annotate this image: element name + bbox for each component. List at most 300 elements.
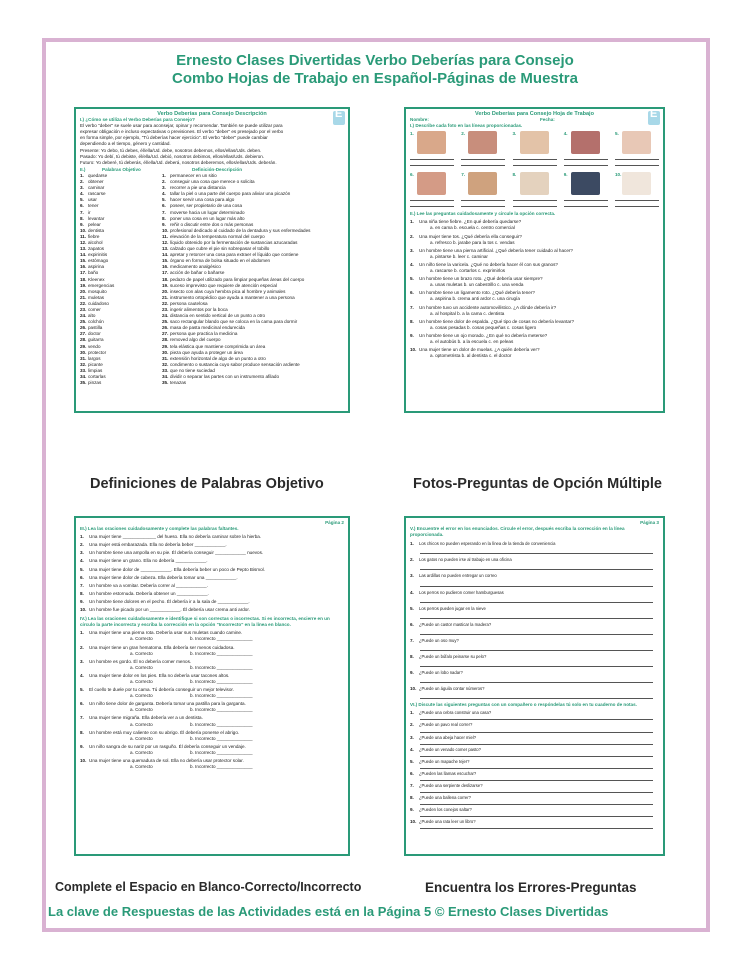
sheet1-col1: Palabras Objetivo xyxy=(102,166,141,172)
answer-line xyxy=(420,628,653,635)
sheet1-paragraph-line: Futuro: Yo deberé, tú deberás, él/ella/Ud. deberá, nosotros deberemos, ellos/ellas/Uds. deberán. xyxy=(80,159,277,165)
answer-line xyxy=(420,753,653,757)
word-number: 22. xyxy=(80,300,87,306)
mc-number: 6. xyxy=(410,290,414,296)
mc-options: a. en cama b. escuela c. centro comercial xyxy=(430,225,515,231)
definition-number: 2. xyxy=(162,179,166,185)
option-correct: a. Correcto xyxy=(130,735,153,741)
photo-row-2 xyxy=(410,172,659,207)
answer-line xyxy=(420,644,653,651)
target-word: aspirina xyxy=(88,264,105,270)
definition: dividir o separar las partes con un instrumento afilado xyxy=(170,374,280,380)
fill-text: Una mujer tiene _____________ del hueso. Ella no debería caminar sobre la hierba. xyxy=(89,534,262,540)
answer-line xyxy=(615,201,659,207)
fill-number: 3. xyxy=(80,550,84,556)
definition: conseguir una cosa que merece o solicita xyxy=(170,179,255,185)
mc-question-text: Un hombre tiene un ojo morado. ¿En qué no debería meterse? xyxy=(419,332,548,338)
discussion-text: ¿Puede una abeja hacer miel? xyxy=(419,734,477,740)
discussion-number: 8. xyxy=(410,794,414,800)
sheet3-q4: IV.) Lea las oraciones cuidadosamente e identifique si son correctas o incorrectas. Si es incorrecta, encierre en un círculo la parte incorrecta y escriba la corrección en la opción "Incorrecto" en la línea en blanco. xyxy=(80,616,330,628)
definition: insecto con alas cuya hembra pica al hombre y animales xyxy=(170,288,286,294)
target-word: comer xyxy=(88,307,101,312)
sheet1-paragraph-line: en forma simple, por ejemplo, "Tú deberías hacer ejercicio". El verbo "deber" puede cambiar xyxy=(80,135,268,141)
photo-top xyxy=(564,131,608,154)
photo-image xyxy=(468,172,497,195)
error-number: 1. xyxy=(410,541,414,547)
target-word: pelear xyxy=(88,221,101,227)
target-word: cuidadoso xyxy=(88,300,109,306)
answer-line xyxy=(420,813,653,817)
definition: pedazo de papel utilizado para limpiar pequeñas áreas del cuerpo xyxy=(170,276,305,282)
tf-text: Un hombre está muy caliente con su abrigo. Él debería ponerse el abrigo. xyxy=(89,729,240,735)
sheet1-paragraph-line: expresar obligación e incluso expectativas o previsiones. El verbo "deber" es presejado por el verbo xyxy=(80,129,284,135)
photo-image xyxy=(417,172,446,195)
tf-number: 7. xyxy=(80,715,84,721)
definition: poseer, ser propietario de una cosa xyxy=(170,203,243,209)
answer-line xyxy=(461,160,505,166)
option-correct: a. Correcto xyxy=(130,707,153,713)
discussion-text: ¿Puede una ballena correr? xyxy=(419,794,471,800)
word-number: 3. xyxy=(80,185,84,191)
discussion-text: ¿Puede un pavo real correr? xyxy=(419,722,473,728)
target-word: ir xyxy=(88,209,91,215)
fill-text: Una mujer está embarazada. Ella no debería beber ____________. xyxy=(89,542,227,548)
mc-question-text: Una niña tiene fiebre. ¿En qué debería quedarse? xyxy=(419,219,522,225)
error-text: ¿Puede un búfalo peinarse su pelo? xyxy=(419,653,487,659)
option-correct: a. Correcto xyxy=(130,749,153,755)
sheet1-paragraph xyxy=(80,123,344,166)
photo-cell xyxy=(513,172,557,207)
target-word: guitarra xyxy=(88,337,104,343)
error-number: 4. xyxy=(410,589,414,595)
answer-line xyxy=(420,563,653,570)
word-number: 30. xyxy=(80,349,87,355)
sheet1-question: I.) ¿Cómo se utiliza el Verbo Deberías para Consejo? xyxy=(80,117,195,123)
mc-question-text: Una mujer tiene un dolor de muelas. ¿A quién debería ver? xyxy=(419,347,540,353)
fill-number: 9. xyxy=(80,598,84,604)
sheet3-page: Página 2 xyxy=(325,520,344,525)
definition: reñir o discutir entre dos o más personas xyxy=(170,221,254,227)
photo-cell xyxy=(410,172,454,207)
definition-number: 27. xyxy=(162,331,169,337)
mc-options: a. refresco b. jarabe para la tos c. vendas xyxy=(430,239,515,245)
discussion-text: ¿Pueden los conejos saltar? xyxy=(419,807,472,813)
photo-number: 1. xyxy=(410,131,414,137)
definition-number: 7. xyxy=(162,209,166,215)
word-number: 27. xyxy=(80,331,87,337)
caption-right: Fotos-Preguntas de Opción Múltiple xyxy=(413,476,662,492)
word-number: 34. xyxy=(80,374,87,380)
sheet3-q3: III.) Lea las oraciones cuidadosamente y complete las palabras faltantes. xyxy=(80,526,239,532)
target-word: usar xyxy=(88,197,97,203)
fill-text: Un hombre fue picado por un ____________. Él debería usar crema anti ardor. xyxy=(89,607,250,613)
definition-number: 15. xyxy=(162,258,169,264)
answer-line xyxy=(420,729,653,733)
target-word: doctor xyxy=(88,331,101,337)
definition-number: 30. xyxy=(162,349,169,355)
bottom-right-caption: Encuentra los Errores-Preguntas xyxy=(425,880,637,895)
tf-number: 8. xyxy=(80,729,84,735)
definition: masa de pasta medicinal endurecida xyxy=(170,325,245,331)
mc-number: 10. xyxy=(410,347,417,353)
error-text: ¿Puede un águila contar números? xyxy=(419,686,485,692)
option-incorrect: b. Incorrecto ______________ xyxy=(190,636,253,642)
answer-line xyxy=(410,160,454,166)
fill-number: 2. xyxy=(80,542,84,548)
mc-number: 4. xyxy=(410,261,414,267)
option-correct: a. Correcto xyxy=(130,678,153,684)
answer-key-footer: La clave de Respuestas de las Actividades está en la Página 5 © Ernesto Clases Divertidas xyxy=(48,904,609,919)
target-word: colchón xyxy=(88,319,104,325)
mc-question-text: Un hombre tiene dolor de espalda. ¿Qué tipo de cosas no debería levantar? xyxy=(419,318,575,324)
mc-options: a. el autobús b. a la escuela c. en peleas xyxy=(430,338,514,344)
discussion-number: 3. xyxy=(410,734,414,740)
mc-number: 5. xyxy=(410,276,414,282)
definition-number: 22. xyxy=(162,300,169,306)
photo-number: 6. xyxy=(410,172,414,178)
sheet-errors xyxy=(404,516,665,856)
discussion-number: 10. xyxy=(410,819,417,825)
word-number: 2. xyxy=(80,179,84,185)
fill-row xyxy=(80,550,344,556)
fill-row xyxy=(80,542,344,548)
mc-options: a. rascarse b. cortarlos c. exprimirlos xyxy=(430,268,506,274)
mc-options: a. unas muletas b. un cabestrillo c. una venda xyxy=(430,282,524,288)
definition: extensión horizontal de algo de un punto a otro xyxy=(170,355,266,361)
definition-number: 26. xyxy=(162,325,169,331)
tf-number: 1. xyxy=(80,630,84,636)
definition-number: 29. xyxy=(162,343,169,349)
definition: suceso imprevisto que requiere de atención especial xyxy=(170,282,277,288)
photo-number: 5. xyxy=(615,131,619,137)
definition-number: 5. xyxy=(162,197,166,203)
tf-options xyxy=(80,693,344,699)
tf-text: Una mujer tiene migraña. Ella debería ver a un dentista. xyxy=(89,715,203,721)
discussion-text: ¿Puede una serpiente deslizarse? xyxy=(419,782,483,788)
sheet1-title: Verbo Deberías para Consejo Descripción xyxy=(157,111,267,117)
definition-number: 8. xyxy=(162,215,166,221)
definition: ingerir alimentos por la boca xyxy=(170,307,228,312)
photo-number: 4. xyxy=(563,131,568,137)
definition-number: 17. xyxy=(162,270,169,276)
answer-line xyxy=(513,201,557,207)
mc-number: 7. xyxy=(410,304,414,310)
target-word: expirinitis xyxy=(88,252,108,258)
option-incorrect: b. Incorrecto ______________ xyxy=(190,664,253,670)
error-number: 3. xyxy=(410,573,414,579)
answer-line xyxy=(410,201,454,207)
definition: profesional dedicado al cuidado de la dentadura y sus enfermedades xyxy=(170,227,311,233)
mc-number: 2. xyxy=(410,233,414,239)
word-number: 10. xyxy=(80,227,87,233)
definition: medicamento analgésico xyxy=(170,264,221,270)
option-correct: a. Correcto xyxy=(130,636,153,642)
target-word: protector xyxy=(88,349,107,355)
mc-question-text: Un hombre tiene un brazo roto. ¿Qué debería usar siempre? xyxy=(419,276,543,282)
fill-number: 10. xyxy=(80,607,87,613)
tf-options xyxy=(80,764,344,770)
tf-text: Un niño sangra de su nariz por un rasguño. Él debería conseguir un vendaje. xyxy=(89,743,246,749)
target-word: muletas xyxy=(88,294,105,300)
photo-top xyxy=(513,172,557,195)
answer-line xyxy=(564,160,608,166)
definition-number: 32. xyxy=(162,361,169,367)
photo-number: 7. xyxy=(461,172,466,178)
fill-row xyxy=(80,534,344,540)
photo-image xyxy=(520,131,549,154)
error-number: 8. xyxy=(410,653,414,659)
tf-number: 10. xyxy=(80,758,87,763)
tf-text: Un niño tiene dolor de garganta. Debería tomar una pastilla para la garganta. xyxy=(89,701,246,707)
definition: apretar y retorcer una cosa para extraer el líquido que contiene xyxy=(170,252,299,258)
photo-image xyxy=(571,172,600,195)
mc-options: a. aspirina b. crema anti ardor c. una cirugía xyxy=(430,296,520,302)
word-number: 33. xyxy=(80,367,87,373)
answer-line xyxy=(420,547,653,554)
word-number: 20. xyxy=(80,288,87,294)
error-text: Los chicos no pueden esperando en la línea de la tienda de conveniencia xyxy=(419,541,556,547)
tf-text: Una mujer tiene una quemadura de sol. Ella no debería usar protector solar. xyxy=(89,758,244,763)
tf-number: 5. xyxy=(80,687,84,693)
tf-options xyxy=(80,707,344,713)
photo-top xyxy=(615,172,659,195)
answer-line xyxy=(420,660,653,667)
word-number: 17. xyxy=(80,270,87,276)
target-word: baño xyxy=(88,270,99,276)
definition: persona cautelosa xyxy=(170,300,208,306)
error-text: Los perros no pudieron comer hamburguesas xyxy=(419,589,504,595)
target-word: pinzas xyxy=(88,380,102,386)
fill-row xyxy=(80,558,344,564)
definition: distancia en sentido vertical de un punto a otro xyxy=(170,313,265,319)
discussion-number: 4. xyxy=(410,746,414,752)
definition-number: 6. xyxy=(162,203,166,209)
target-word: estómago xyxy=(88,258,109,264)
word-number: 4. xyxy=(80,191,84,197)
definition: tenazas xyxy=(170,380,187,386)
tf-text: El cuello te duele por tu cama. Tú debería conseguir un mejor televisor. xyxy=(89,687,234,693)
definition-number: 25. xyxy=(162,319,169,325)
word-number: 6. xyxy=(80,203,84,209)
photo-number: 9. xyxy=(563,172,568,178)
option-correct: a. Correcto xyxy=(130,721,153,727)
tf-options xyxy=(80,736,344,742)
photo-image xyxy=(571,131,600,154)
word-number: 35. xyxy=(80,380,87,386)
definition-number: 35. xyxy=(162,380,169,386)
definition: pieza que ayuda a proteger un área xyxy=(170,349,243,355)
target-word: emergencias xyxy=(88,282,115,288)
target-word: alcohol xyxy=(88,239,103,245)
target-word: tener xyxy=(88,203,99,209)
answer-line xyxy=(615,160,659,166)
answer-line xyxy=(420,789,653,793)
date-label: Fecha: xyxy=(540,117,555,123)
page-title-line1: Ernesto Clases Divertidas Verbo Deberías para Consejo xyxy=(176,52,574,69)
definition: poner una cosa en un lugar más alto xyxy=(170,215,245,221)
option-incorrect: b. Incorrecto ______________ xyxy=(190,678,253,684)
tf-number: 6. xyxy=(80,701,84,707)
word-number: 18. xyxy=(80,276,87,282)
caption-left: Definiciones de Palabras Objetivo xyxy=(90,476,324,492)
fill-row xyxy=(80,575,344,581)
definition: removed algo del cuerpo xyxy=(170,337,221,343)
fill-text: Un hombre tiene dolores en el pecho. Él debería ir a la sala de ____________. xyxy=(89,598,250,604)
tf-number: 3. xyxy=(80,658,84,664)
photo-cell xyxy=(461,172,505,207)
definition-number: 24. xyxy=(162,313,169,319)
discussion-number: 9. xyxy=(410,807,414,813)
answer-line xyxy=(420,801,653,805)
fill-text: Una mujer tiene un grano. Ella no debería ____________. xyxy=(89,558,208,564)
word-number: 5. xyxy=(80,197,84,203)
discussion-number: 5. xyxy=(410,758,414,764)
definition: condimento o sustancia cuyo sabor produce sensación ardiente xyxy=(170,361,300,367)
word-number: 26. xyxy=(80,325,87,331)
photo-image xyxy=(468,131,497,154)
definition-number: 21. xyxy=(162,294,169,300)
answer-line xyxy=(564,201,608,207)
discussion-number: 7. xyxy=(410,782,414,788)
error-text: Las ardillas no pueden entregar un correo xyxy=(419,573,497,579)
mc-number: 3. xyxy=(410,247,414,253)
sheet1-paragraph-line: El verbo "deber" se suele usar para aconsejar, opinar y recomendar. También se puede utilizar para xyxy=(80,123,283,129)
photo-image xyxy=(622,131,651,154)
tf-options xyxy=(80,636,344,642)
mc-options: a. cosas pesadas b. cosas pequeñas c. cosas ligero xyxy=(430,324,537,330)
error-text: ¿Puede un castor masticar la madera? xyxy=(419,621,492,627)
sheet2-title: Verbo Deberías para Consejo Hoja de Trabajo xyxy=(475,111,594,117)
photo-cell xyxy=(513,131,557,166)
target-word: levantar xyxy=(88,215,105,221)
photo-top xyxy=(410,131,454,154)
word-number: 23. xyxy=(80,307,87,312)
definition-number: 23. xyxy=(162,307,169,312)
word-number: 8. xyxy=(80,215,84,221)
mc-number: 9. xyxy=(410,332,414,338)
sheet1-paragraph-line: Pasado: Yo debí, tú debiste, él/ella/Ud. debió, nosotros debimos, ellos/ellas/Uds. debieron. xyxy=(80,153,265,159)
fill-text: Una mujer tiene dolor de ____________. Ella debería beber un poco de Pepto Bismol. xyxy=(89,566,265,572)
discussion-text: ¿Puede una cebra construir una casa? xyxy=(419,710,492,716)
fill-text: Una mujer tiene dolor de cabeza. Ella debería tomar una ____________. xyxy=(89,574,238,580)
discussion-text: ¿Puede una rata leer un libro? xyxy=(419,819,476,825)
definition: que no tiene suciedad xyxy=(170,367,215,373)
target-word: obtener xyxy=(88,179,104,185)
word-number: 24. xyxy=(80,313,87,319)
definition-number: 11. xyxy=(162,233,169,239)
option-correct: a. Correcto xyxy=(130,764,153,770)
page-title-line2: Combo Hojas de Trabajo en Español-Páginas de Muestra xyxy=(172,70,578,87)
photo-number: 10. xyxy=(615,172,622,178)
answer-line xyxy=(420,692,653,699)
mc-number: 8. xyxy=(410,318,414,324)
error-text: Los perros pueden jugar en la nieve xyxy=(419,605,486,611)
photo-top xyxy=(564,172,608,195)
answer-line xyxy=(420,612,653,619)
option-correct: a. Correcto xyxy=(130,693,153,699)
mc-options: a. optometrista b. al dentista c. el doctor xyxy=(430,353,512,359)
definition: instrumento ortopédico que ayuda a mantener a una persona xyxy=(170,294,295,300)
definition: saco rectangular blando que se coloca en la cama para dormir xyxy=(170,319,298,325)
logo-icon xyxy=(333,111,345,125)
photo-number: 3. xyxy=(512,131,517,137)
definition-number: 9. xyxy=(162,221,166,227)
tf-text: Un hombre es gordo. Él no debería comer menos. xyxy=(89,658,192,664)
option-incorrect: b. Incorrecto ______________ xyxy=(190,693,253,699)
tf-options xyxy=(80,651,344,657)
photo-question: I.) Describe cada foto en las líneas proporcionadas. xyxy=(410,123,523,129)
definition-number: 4. xyxy=(162,191,166,197)
error-text: Los gatos no pueden irse al trabajo en una oficina xyxy=(419,557,512,563)
target-word: fiebre xyxy=(88,233,100,239)
photo-image xyxy=(622,172,651,195)
tf-text: Una mujer tiene un gran hematoma. Ella debería ser menos cuidadosa. xyxy=(89,644,235,650)
error-number: 2. xyxy=(410,557,414,563)
word-number: 13. xyxy=(80,246,87,252)
sheet4-q6: VI.) Discute las siguientes preguntas con un compañero o respóndelas tú solo en tu cuaderno de notas. xyxy=(410,702,637,708)
target-word: cortarlas xyxy=(88,374,106,380)
definition: hacer servir una cosa para algo xyxy=(170,197,235,203)
word-number: 19. xyxy=(80,282,87,288)
definition-number: 14. xyxy=(162,252,169,258)
definition: líquido obtenido por la fermentación de sustancias azucaradas xyxy=(170,239,298,245)
option-correct: a. Correcto xyxy=(130,650,153,656)
error-text: ¿Puede un lobo nadar? xyxy=(419,670,463,676)
definition-number: 12. xyxy=(162,239,169,245)
mc-question-text: Un hombre tuvo un accidente automovilístico. ¿A dónde debería ir? xyxy=(419,304,557,310)
photo-cell xyxy=(564,131,608,166)
photo-top xyxy=(461,172,505,195)
photo-top xyxy=(410,172,454,195)
word-row xyxy=(80,380,344,386)
photo-cell xyxy=(615,131,659,166)
target-word: zapatos xyxy=(88,246,105,252)
mc-question-text: Una mujer tiene tos. ¿Qué debería ella conseguir? xyxy=(419,233,522,239)
mc-question-text: Un niño tiene la varicela. ¿Qué no debería hacer él con sus granos? xyxy=(419,261,558,267)
mc-options: a. al hospital b. a la cama c. dentista xyxy=(430,310,505,316)
definition: recorrer a pie una distancia xyxy=(170,185,226,191)
photo-image xyxy=(417,131,446,154)
sheet-fill-blank xyxy=(74,516,350,856)
photo-cell xyxy=(564,172,608,207)
word-number: 29. xyxy=(80,343,87,349)
mc-options: a. pintarse b. leer c. caminar xyxy=(430,253,488,259)
photo-cell xyxy=(410,131,454,166)
fill-row xyxy=(80,599,344,605)
mc-question-text: Un hombre tiene un ligamento roto. ¿Qué debería tener? xyxy=(419,290,535,296)
definition-number: 33. xyxy=(162,367,169,373)
option-incorrect: b. Incorrecto ______________ xyxy=(190,749,253,755)
definition: moverse hacia un lugar determinado xyxy=(170,209,245,215)
discussion-number: 1. xyxy=(410,710,414,716)
discussion-number: 2. xyxy=(410,722,414,728)
word-number: 16. xyxy=(80,264,87,270)
tf-number: 9. xyxy=(80,743,84,749)
error-number: 7. xyxy=(410,637,414,643)
word-number: 15. xyxy=(80,258,87,264)
word-number: 1. xyxy=(80,172,84,178)
definition: órgano en forma de bolsa situado en el abdomen xyxy=(170,258,271,264)
word-number: 14. xyxy=(80,252,87,258)
fill-number: 1. xyxy=(80,534,84,540)
definition-number: 13. xyxy=(162,246,169,252)
sheet-photo-questions xyxy=(404,107,665,413)
tf-text: Una mujer tiene una pierna rota. Debería usar sus muletas cuando camine. xyxy=(89,630,243,636)
sheet1-paragraph-line: Presente: Yo debo, tú debes, él/ella/Ud. debe, nosotros debemos, ellos/ellas/Uds. deben. xyxy=(80,147,262,153)
definition-number: 20. xyxy=(162,288,169,294)
error-number: 6. xyxy=(410,621,414,627)
fill-row xyxy=(80,591,344,597)
